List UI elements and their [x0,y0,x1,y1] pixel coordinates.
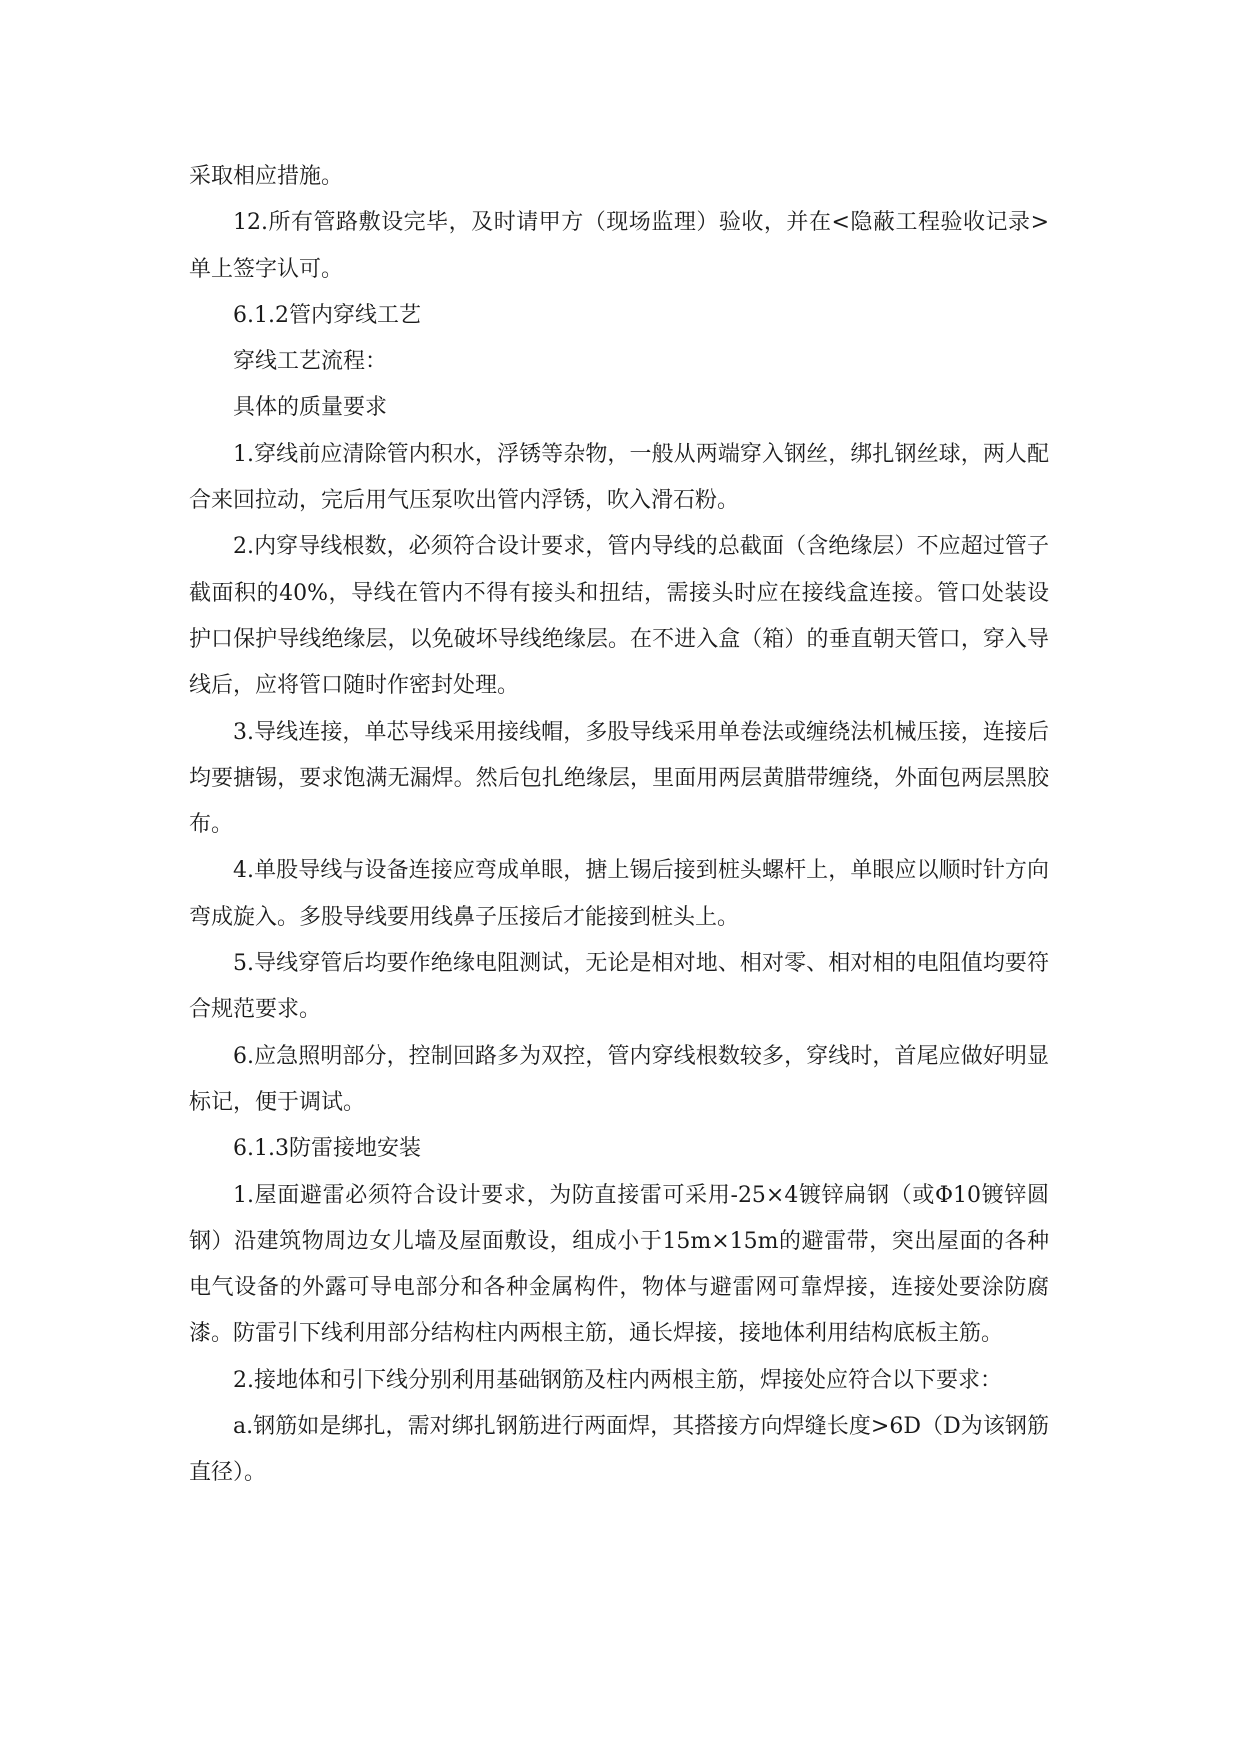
paragraph-item-6: 6.应急照明部分，控制回路多为双控，管内穿线根数较多，穿线时，首尾应做好明显标记，便于调试。 [189,1043,1049,1115]
section-heading-6-1-3: 6.1.3防雷接地安装 [233,1136,421,1162]
paragraph-item-3: 3.导线连接，单芯导线采用接线帽，多股导线采用单卷法或缠绕法机械压接，连接后均要搪锡，要求饱满无漏焊。然后包扎绝缘层，里面用两层黄腊带缠绕，外面包两层黑胶布。 [189,719,1049,838]
paragraph-continuation: 采取相应措施。 [189,164,344,189]
paragraph-item-4: 4.单股导线与设备连接应弯成单眼，搪上锡后接到桩头螺杆上，单眼应以顺时针方向弯成旋入。多股导线要用线鼻子压接后才能接到桩头上。 [189,858,1049,930]
paragraph-item-12: 12.所有管路敷设完毕，及时请甲方（现场监理）验收，并在<隐蔽工程验收记录>单上签字认可。 [189,210,1049,282]
document-body [189,154,1049,1497]
paragraph-quality-requirements: 具体的质量要求 [233,395,388,421]
paragraph-lightning-item-2: 2.接地体和引下线分别利用基础钢筋及柱内两根主筋，焊接处应符合以下要求： [233,1367,1002,1393]
section-heading-6-1-2: 6.1.2管内穿线工艺 [233,302,421,328]
paragraph-item-2: 2.内穿导线根数，必须符合设计要求，管内导线的总截面（含绝缘层）不应超过管子截面积的40%，导线在管内不得有接头和扭结，需接头时应在接线盒连接。管口处装设护口保护导线绝缘层，以免破坏导线绝缘层。在不进入盒（箱）的垂直朝天管口，穿入导线后，应将管口随时作密封处理。 [189,534,1049,699]
paragraph-lightning-item-1: 1.屋面避雷必须符合设计要求，为防直接雷可采用-25×4镀锌扁钢（或Φ10镀锌圆钢）沿建筑物周边女儿墙及屋面敷设，组成小于15m×15m的避雷带，突出屋面的各种电气设备的外露可导电部分和各种金属构件，物体与避雷网可靠焊接，连接处要涂防腐漆。防雷引下线利用部分结构柱内两根主筋，通长焊接，接地体利用结构底板主筋。 [189,1182,1049,1347]
paragraph-process-flow: 穿线工艺流程： [233,349,388,375]
paragraph-item-1: 1.穿线前应清除管内积水，浮锈等杂物，一般从两端穿入钢丝，绑扎钢丝球，两人配合来回拉动，完后用气压泵吹出管内浮锈，吹入滑石粉。 [189,441,1049,514]
paragraph-item-5: 5.导线穿管后均要作绝缘电阻测试，无论是相对地、相对零、相对相的电阻值均要符合规范要求。 [189,951,1049,1023]
paragraph-lightning-item-a: a.钢筋如是绑扎，需对绑扎钢筋进行两面焊，其搭接方向焊缝长度>6D（D为该钢筋直径）。 [189,1414,1049,1486]
